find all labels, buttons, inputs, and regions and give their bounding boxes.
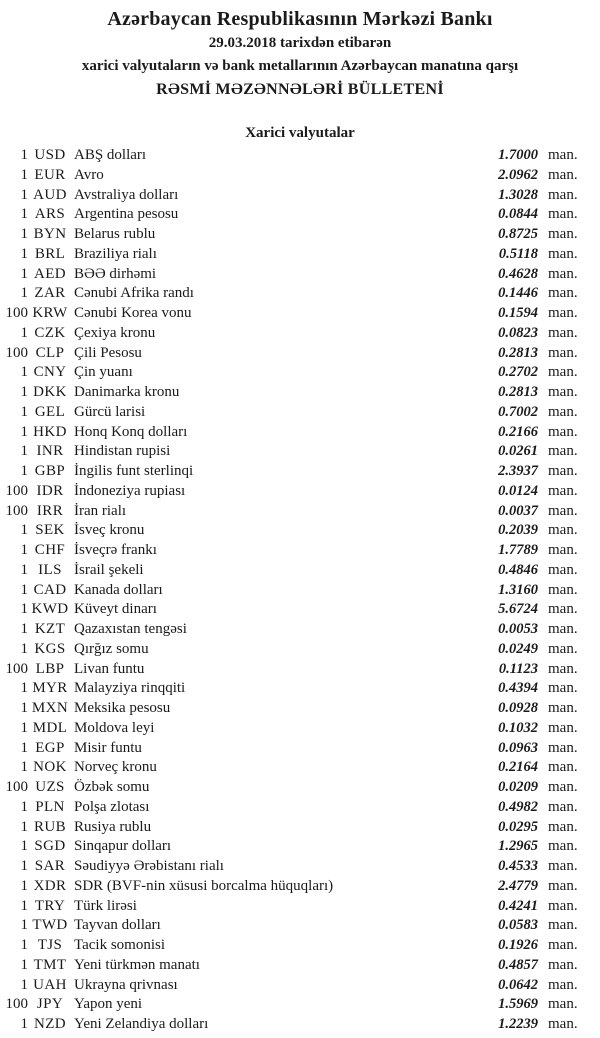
unit-label: man. bbox=[548, 897, 578, 914]
table-row bbox=[0, 898, 600, 918]
currency-name: Meksika pesosu bbox=[74, 700, 171, 716]
table-row bbox=[0, 720, 600, 740]
currency-code: LBP bbox=[35, 660, 65, 677]
quantity: 1 bbox=[20, 739, 28, 756]
currency-code: KZT bbox=[34, 621, 66, 637]
currency-name: Tacik somonisi bbox=[74, 937, 166, 953]
rate-value: 5.6724 bbox=[498, 601, 538, 618]
rate-value: 0.0124 bbox=[498, 482, 538, 499]
currency-code: BRL bbox=[34, 245, 66, 262]
currency-code: AUD bbox=[33, 186, 67, 203]
table-row bbox=[0, 285, 600, 305]
quantity: 1 bbox=[20, 601, 28, 618]
quantity: 100 bbox=[5, 779, 28, 795]
quantity: 100 bbox=[5, 482, 28, 499]
table-row bbox=[0, 878, 600, 898]
rate-value: 0.0823 bbox=[498, 324, 538, 341]
quantity: 1 bbox=[20, 147, 28, 163]
currency-code: ZAR bbox=[34, 285, 66, 302]
unit-label: man. bbox=[548, 976, 578, 993]
table-row bbox=[0, 582, 600, 602]
currency-name: SDR (BVF-nin xüsusi borcalma hüquqları) bbox=[74, 877, 334, 894]
currency-name: Yapon yeni bbox=[74, 996, 143, 1013]
unit-label: man. bbox=[548, 818, 578, 835]
currency-name: İndoneziya rupiası bbox=[74, 482, 186, 499]
unit-label: man. bbox=[548, 640, 578, 657]
quantity: 1 bbox=[20, 186, 28, 203]
table-row bbox=[0, 779, 600, 799]
quantity: 1 bbox=[20, 561, 28, 578]
unit-label: man. bbox=[548, 700, 578, 716]
currency-code: TJS bbox=[37, 937, 63, 953]
rate-value: 0.2166 bbox=[498, 423, 538, 440]
currency-name: Çin yuanı bbox=[74, 364, 133, 381]
currency-code: GBP bbox=[34, 463, 66, 479]
unit-label: man. bbox=[548, 739, 578, 756]
currency-code: CNY bbox=[33, 364, 67, 381]
quantity: 1 bbox=[20, 206, 28, 223]
unit-label: man. bbox=[548, 305, 578, 321]
table-row bbox=[0, 483, 600, 503]
quantity: 1 bbox=[20, 403, 28, 420]
currency-name: Özbək somu bbox=[74, 779, 150, 795]
rate-value: 0.4241 bbox=[498, 897, 538, 914]
rate-value: 0.0642 bbox=[498, 976, 538, 993]
unit-label: man. bbox=[548, 482, 578, 499]
quantity: 1 bbox=[20, 858, 28, 874]
quantity: 1 bbox=[20, 384, 28, 400]
quantity: 1 bbox=[20, 956, 28, 973]
unit-label: man. bbox=[548, 956, 578, 973]
currency-code: UAH bbox=[33, 976, 67, 993]
unit-label: man. bbox=[548, 166, 578, 183]
unit-label: man. bbox=[548, 443, 578, 460]
table-row bbox=[0, 345, 600, 365]
effective-date-line: 29.03.2018 tarixdən etibarən bbox=[208, 35, 392, 51]
currency-code: IDR bbox=[36, 482, 64, 499]
unit-label: man. bbox=[548, 502, 578, 519]
currency-name: Səudiyyə Ərəbistanı rialı bbox=[74, 858, 224, 874]
quantity: 100 bbox=[5, 344, 28, 361]
table-row bbox=[0, 463, 600, 483]
quantity: 1 bbox=[20, 917, 28, 934]
quantity: 1 bbox=[20, 719, 28, 736]
currency-name: İran rialı bbox=[74, 502, 127, 519]
unit-label: man. bbox=[548, 364, 578, 381]
unit-label: man. bbox=[548, 877, 578, 894]
unit-label: man. bbox=[548, 147, 578, 163]
currency-name: Çili Pesosu bbox=[74, 344, 142, 361]
unit-label: man. bbox=[548, 798, 578, 815]
table-row bbox=[0, 819, 600, 839]
quantity: 1 bbox=[20, 443, 28, 460]
currency-name: Sinqapur dolları bbox=[74, 838, 172, 855]
rate-value: 0.1594 bbox=[498, 305, 538, 321]
table-row bbox=[0, 641, 600, 661]
table-row bbox=[0, 838, 600, 858]
currency-code: SGD bbox=[34, 838, 66, 855]
table-row bbox=[0, 443, 600, 463]
quantity: 1 bbox=[20, 245, 28, 262]
currency-code: USD bbox=[34, 147, 66, 163]
unit-label: man. bbox=[548, 561, 578, 578]
quantity: 1 bbox=[20, 976, 28, 993]
table-row bbox=[0, 740, 600, 760]
table-row bbox=[0, 424, 600, 444]
quantity: 1 bbox=[20, 423, 28, 440]
unit-label: man. bbox=[548, 186, 578, 203]
currency-name: Rusiya rublu bbox=[74, 818, 152, 835]
currency-name: Polşa zlotası bbox=[74, 798, 150, 815]
table-row bbox=[0, 206, 600, 226]
currency-code: PLN bbox=[35, 798, 65, 815]
currency-name: İsrail şekeli bbox=[74, 561, 144, 578]
rate-value: 0.0844 bbox=[498, 206, 538, 223]
currency-code: MYR bbox=[32, 680, 68, 697]
rate-value: 1.3028 bbox=[498, 186, 538, 203]
unit-label: man. bbox=[548, 463, 578, 479]
unit-label: man. bbox=[548, 245, 578, 262]
rate-value: 2.4779 bbox=[498, 877, 538, 894]
currency-name: Küveyt dinarı bbox=[74, 601, 157, 618]
rate-value: 0.0053 bbox=[498, 621, 538, 637]
quantity: 1 bbox=[20, 640, 28, 657]
currency-name: Yeni Zelandiya dolları bbox=[74, 1016, 209, 1032]
rate-value: 2.0962 bbox=[498, 166, 538, 183]
unit-label: man. bbox=[548, 403, 578, 420]
table-row bbox=[0, 364, 600, 384]
currency-name: Gürcü larisi bbox=[74, 403, 146, 420]
quantity: 1 bbox=[20, 463, 28, 479]
currency-code: ARS bbox=[34, 206, 66, 223]
table-row bbox=[0, 542, 600, 562]
rate-value: 1.2965 bbox=[498, 838, 538, 855]
rate-value: 0.4628 bbox=[498, 265, 538, 282]
currency-code: GEL bbox=[34, 403, 66, 420]
currency-name: Ukrayna qrivnası bbox=[74, 976, 178, 993]
currency-code: MDL bbox=[32, 719, 68, 736]
currency-code: SEK bbox=[35, 522, 65, 539]
quantity: 1 bbox=[20, 226, 28, 242]
quantity: 1 bbox=[20, 542, 28, 558]
currency-code: HKD bbox=[33, 423, 67, 440]
quantity: 100 bbox=[5, 996, 28, 1013]
rate-value: 0.0963 bbox=[498, 739, 538, 756]
rate-value: 1.7000 bbox=[498, 147, 538, 163]
currency-code: KGS bbox=[34, 640, 66, 657]
rate-value: 0.2702 bbox=[498, 364, 538, 381]
currency-code: TWD bbox=[32, 917, 68, 934]
currency-name: Qazaxıstan tengəsi bbox=[74, 621, 187, 637]
table-row bbox=[0, 167, 600, 187]
table-row bbox=[0, 621, 600, 641]
rate-value: 0.5118 bbox=[498, 245, 538, 262]
section-title-foreign-currencies: Xarici valyutalar bbox=[245, 125, 355, 141]
table-row bbox=[0, 503, 600, 523]
rate-value: 0.8725 bbox=[498, 226, 538, 242]
unit-label: man. bbox=[548, 206, 578, 223]
quantity: 1 bbox=[20, 166, 28, 183]
currency-name: Honq Konq dolları bbox=[74, 423, 188, 440]
table-row bbox=[0, 700, 600, 720]
table-row bbox=[0, 246, 600, 266]
unit-label: man. bbox=[548, 996, 578, 1013]
unit-label: man. bbox=[548, 759, 578, 776]
currency-name: Avro bbox=[74, 166, 104, 183]
table-row bbox=[0, 680, 600, 700]
table-row bbox=[0, 799, 600, 819]
rate-value: 0.2813 bbox=[498, 344, 538, 361]
table-row bbox=[0, 977, 600, 997]
quantity: 100 bbox=[5, 660, 28, 677]
table-row bbox=[0, 937, 600, 957]
table-row bbox=[0, 404, 600, 424]
currency-code: MXN bbox=[31, 700, 69, 716]
currency-code: XDR bbox=[33, 877, 67, 894]
unit-label: man. bbox=[548, 601, 578, 618]
rate-value: 0.1032 bbox=[498, 719, 538, 736]
table-row bbox=[0, 1016, 600, 1036]
rate-value: 1.5969 bbox=[498, 996, 538, 1013]
rate-value: 0.0928 bbox=[498, 700, 538, 716]
table-row bbox=[0, 226, 600, 246]
currency-code: NZD bbox=[33, 1016, 67, 1032]
currency-name: Malayziya rinqqiti bbox=[74, 680, 186, 697]
rate-value: 0.0209 bbox=[498, 779, 538, 795]
currency-code: JPY bbox=[36, 996, 64, 1013]
currency-name: Türk lirəsi bbox=[74, 897, 137, 914]
currency-code: ILS bbox=[38, 561, 62, 578]
currency-name: Qırğız somu bbox=[74, 640, 149, 657]
rate-value: 0.1123 bbox=[498, 660, 538, 677]
unit-label: man. bbox=[548, 858, 578, 874]
table-row bbox=[0, 957, 600, 977]
currency-code: EUR bbox=[34, 166, 66, 183]
quantity: 1 bbox=[20, 700, 28, 716]
quantity: 1 bbox=[20, 838, 28, 855]
rate-value: 0.4394 bbox=[498, 680, 538, 697]
quantity: 100 bbox=[5, 502, 28, 519]
currency-name: İngilis funt sterlinqi bbox=[74, 463, 194, 479]
currency-code: TMT bbox=[33, 956, 67, 973]
currency-name: Kanada dolları bbox=[74, 581, 163, 598]
table-row bbox=[0, 266, 600, 286]
unit-label: man. bbox=[548, 344, 578, 361]
subtitle-line: xarici valyutaların və bank metallarının Azərbaycan manatına qarşı bbox=[81, 58, 519, 74]
currency-code: BYN bbox=[33, 226, 67, 242]
quantity: 1 bbox=[20, 1016, 28, 1032]
unit-label: man. bbox=[548, 1016, 578, 1032]
rate-value: 0.0037 bbox=[498, 502, 538, 519]
rate-value: 0.1926 bbox=[498, 937, 538, 953]
currency-code: KWD bbox=[31, 601, 69, 618]
unit-label: man. bbox=[548, 581, 578, 598]
unit-label: man. bbox=[548, 522, 578, 539]
quantity: 1 bbox=[20, 759, 28, 776]
currency-name: Argentina pesosu bbox=[74, 206, 179, 223]
rate-value: 0.2813 bbox=[498, 384, 538, 400]
unit-label: man. bbox=[548, 621, 578, 637]
rate-value: 2.3937 bbox=[498, 463, 538, 479]
quantity: 1 bbox=[20, 364, 28, 381]
currency-code: TRY bbox=[34, 897, 66, 914]
rate-value: 0.2164 bbox=[498, 759, 538, 776]
currency-name: Braziliya rialı bbox=[74, 245, 157, 262]
rate-value: 0.4982 bbox=[498, 798, 538, 815]
unit-label: man. bbox=[548, 779, 578, 795]
currency-name: Avstraliya dolları bbox=[74, 186, 179, 203]
unit-label: man. bbox=[548, 838, 578, 855]
currency-name: İsveçrə frankı bbox=[74, 542, 157, 558]
table-row bbox=[0, 858, 600, 878]
table-row bbox=[0, 661, 600, 681]
table-row bbox=[0, 187, 600, 207]
quantity: 1 bbox=[20, 897, 28, 914]
unit-label: man. bbox=[548, 660, 578, 677]
table-row bbox=[0, 325, 600, 345]
table-row bbox=[0, 522, 600, 542]
table-row bbox=[0, 562, 600, 582]
currency-code: SAR bbox=[34, 858, 66, 874]
unit-label: man. bbox=[548, 384, 578, 400]
unit-label: man. bbox=[548, 226, 578, 242]
rate-value: 0.4857 bbox=[498, 956, 538, 973]
rate-value: 0.1446 bbox=[498, 285, 538, 302]
rate-value: 1.7789 bbox=[498, 542, 538, 558]
rate-value: 0.4533 bbox=[498, 858, 538, 874]
currency-name: İsveç kronu bbox=[74, 522, 145, 539]
quantity: 100 bbox=[5, 305, 28, 321]
table-row bbox=[0, 305, 600, 325]
unit-label: man. bbox=[548, 937, 578, 953]
rate-value: 0.0249 bbox=[498, 640, 538, 657]
currency-code: KRW bbox=[32, 305, 68, 321]
quantity: 1 bbox=[20, 937, 28, 953]
currency-name: Livan funtu bbox=[74, 660, 145, 677]
rate-value: 1.3160 bbox=[498, 581, 538, 598]
rate-value: 1.2239 bbox=[498, 1016, 538, 1032]
currency-code: DKK bbox=[33, 384, 67, 400]
rate-value: 0.0261 bbox=[498, 443, 538, 460]
document-header bbox=[0, 0, 600, 101]
table-row bbox=[0, 917, 600, 937]
unit-label: man. bbox=[548, 917, 578, 934]
currency-code: EGP bbox=[35, 739, 65, 756]
unit-label: man. bbox=[548, 680, 578, 697]
quantity: 1 bbox=[20, 522, 28, 539]
rate-value: 0.0583 bbox=[498, 917, 538, 934]
currency-name: Cənubi Afrika randı bbox=[74, 285, 194, 302]
currency-name: Yeni türkmən manatı bbox=[74, 956, 200, 973]
currency-name: Hindistan rupisi bbox=[74, 443, 171, 460]
unit-label: man. bbox=[548, 265, 578, 282]
quantity: 1 bbox=[20, 285, 28, 302]
currency-code: AED bbox=[33, 265, 67, 282]
quantity: 1 bbox=[20, 581, 28, 598]
currency-name: Misir funtu bbox=[74, 739, 142, 756]
table-row bbox=[0, 601, 600, 621]
quantity: 1 bbox=[20, 818, 28, 835]
currency-name: Norveç kronu bbox=[74, 759, 157, 776]
currency-code: CZK bbox=[34, 324, 66, 341]
bank-title: Azərbaycan Respublikasının Mərkəzi Bankı bbox=[107, 8, 493, 30]
table-row bbox=[0, 759, 600, 779]
currency-code: UZS bbox=[35, 779, 65, 795]
rates-table bbox=[0, 147, 600, 1036]
currency-name: Belarus rublu bbox=[74, 226, 156, 242]
rate-value: 0.7002 bbox=[498, 403, 538, 420]
table-row bbox=[0, 147, 600, 167]
currency-code: NOK bbox=[33, 759, 67, 776]
quantity: 1 bbox=[20, 324, 28, 341]
currency-name: Cənubi Korea vonu bbox=[74, 305, 192, 321]
currency-name: Moldova leyi bbox=[74, 719, 155, 736]
currency-code: CHF bbox=[34, 542, 66, 558]
currency-name: Çexiya kronu bbox=[74, 324, 156, 341]
quantity: 1 bbox=[20, 877, 28, 894]
currency-code: CAD bbox=[33, 581, 67, 598]
currency-code: IRR bbox=[36, 502, 64, 519]
rate-value: 0.4846 bbox=[498, 561, 538, 578]
currency-name: BƏƏ dirhəmi bbox=[74, 265, 157, 282]
currency-name: ABŞ dolları bbox=[74, 147, 147, 163]
table-row bbox=[0, 384, 600, 404]
unit-label: man. bbox=[548, 719, 578, 736]
rate-value: 0.0295 bbox=[498, 818, 538, 835]
unit-label: man. bbox=[548, 285, 578, 302]
quantity: 1 bbox=[20, 798, 28, 815]
currency-code: RUB bbox=[33, 818, 67, 835]
unit-label: man. bbox=[548, 324, 578, 341]
bulletin-title: RƏSMİ MƏZƏNNƏLƏRİ BÜLLETENİ bbox=[156, 81, 444, 98]
rate-value: 0.2039 bbox=[498, 522, 538, 539]
currency-name: Danimarka kronu bbox=[74, 384, 180, 400]
quantity: 1 bbox=[20, 265, 28, 282]
currency-code: CLP bbox=[35, 344, 65, 361]
currency-name: Tayvan dolları bbox=[74, 917, 161, 934]
table-row bbox=[0, 996, 600, 1016]
unit-label: man. bbox=[548, 542, 578, 558]
quantity: 1 bbox=[20, 621, 28, 637]
quantity: 1 bbox=[20, 680, 28, 697]
unit-label: man. bbox=[548, 423, 578, 440]
currency-code: INR bbox=[36, 443, 64, 460]
